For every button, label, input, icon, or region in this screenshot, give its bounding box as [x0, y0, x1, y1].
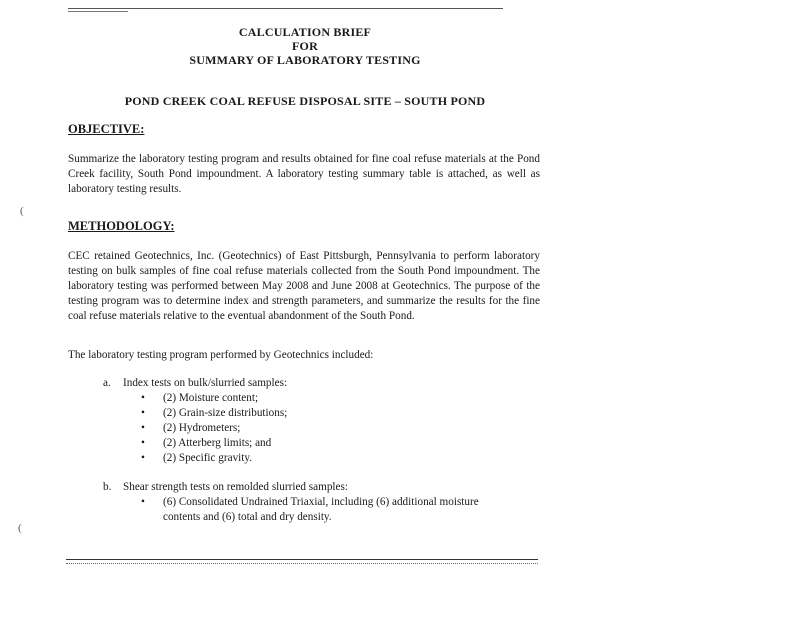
site-title: POND CREEK COAL REFUSE DISPOSAL SITE – SOUTH POND: [124, 94, 486, 108]
objective-paragraph: Summarize the laboratory testing program and results obtained for fine coal refuse materials at the Pond Creek facility, South Pond impoundment. A laboratory testing summary table is attached, as well as laboratory testing results.: [68, 153, 540, 195]
methodology-paragraph: CEC retained Geotechnics, Inc. (Geotechnics) of East Pittsburgh, Pennsylvania to perform laboratory testing on bulk samples of fine coal refuse materials collected from the South Pond impoundment. The laboratory testing was performed between May 2008 and June 2008 at Geotechnics. The purpose of the testing program was to determine index and strength parameters, and summarize the results for the fine coal refuse materials relative to the eventual abandonment of the South Pond.: [68, 250, 540, 322]
list-label-b: b.: [103, 481, 112, 493]
bullet-icon: •: [141, 392, 145, 404]
list-label-a: a.: [103, 377, 111, 389]
margin-punch-mark: (: [20, 205, 24, 217]
title-line-3: SUMMARY OF LABORATORY TESTING: [189, 53, 421, 67]
header-rule: [68, 8, 503, 9]
list-item: • (2) Grain-size distributions;: [141, 407, 288, 419]
margin-punch-mark: (: [18, 522, 22, 534]
list-item-continuation: contents and (6) total and dry density.: [163, 511, 332, 523]
bullet-icon: •: [141, 496, 145, 508]
list-text-b: Shear strength tests on remolded slurried samples:: [123, 481, 348, 493]
bullet-icon: •: [141, 437, 145, 449]
bullet-icon: •: [141, 407, 145, 419]
footer-rule-dotted: [66, 563, 538, 564]
list-item: • (2) Specific gravity.: [141, 452, 253, 464]
footer-rule: [66, 559, 538, 560]
bullet-icon: •: [141, 452, 145, 464]
bullet-icon: •: [141, 422, 145, 434]
header-rule-short: [68, 11, 128, 12]
list-item: • (6) Consolidated Undrained Triaxial, including (6) additional moisture: [141, 496, 479, 508]
title-line-2: FOR: [292, 39, 318, 53]
objective-heading: OBJECTIVE:: [68, 122, 145, 136]
title-line-1: CALCULATION BRIEF: [238, 25, 372, 39]
methodology-heading: METHODOLOGY:: [68, 219, 175, 233]
list-item: • (2) Atterberg limits; and: [141, 437, 272, 449]
list-text-a: Index tests on bulk/slurried samples:: [123, 377, 288, 389]
list-item: • (2) Moisture content;: [141, 392, 259, 404]
program-intro: The laboratory testing program performed by Geotechnics included:: [68, 349, 374, 361]
list-item: • (2) Hydrometers;: [141, 422, 241, 434]
